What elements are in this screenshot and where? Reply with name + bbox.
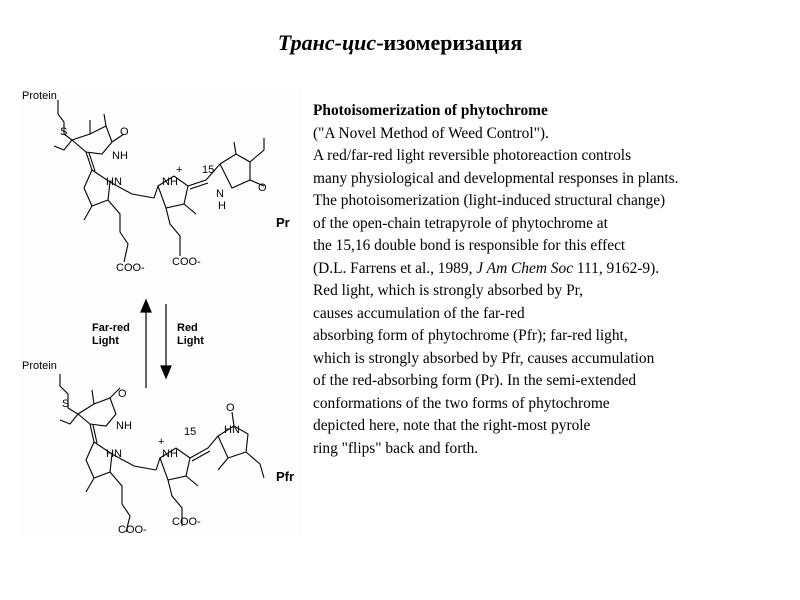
n-label-pr-d: N	[216, 188, 224, 200]
hn-label-pfr-d: HN	[224, 424, 240, 436]
text-line: of the open-chain tetrapyrole of phytochrome at	[313, 214, 608, 232]
text-line: of the red-absorbing form (Pr). In the semi-extended	[313, 372, 637, 389]
reaction-arrows	[141, 300, 171, 388]
o-label-pr-d: O	[258, 182, 267, 194]
plus-label-pr: +	[176, 164, 183, 176]
description-text	[313, 100, 783, 460]
o-label-pr-a: O	[120, 126, 129, 138]
nh-label-pfr-a: NH	[116, 420, 132, 432]
text-line: the 15,16 double bond is responsible for this effect	[313, 237, 626, 254]
citation-authors: (D.L. Farrens et al., 1989,	[313, 259, 477, 277]
o-label-pfr-d: O	[226, 402, 235, 414]
phytochrome-figure	[20, 86, 302, 538]
plus-label-pfr: +	[158, 436, 165, 448]
nh-label-pfr-c: NH	[162, 448, 178, 460]
text-line: depicted here, note that the right-most pyrole	[313, 417, 591, 434]
hn-label-pfr-b: HN	[106, 448, 122, 460]
text-line: The photoisomerization (light-induced structural change)	[313, 192, 666, 209]
red-light-label: Red Light	[177, 322, 204, 347]
text-line: Red light, which is strongly absorbed by Pr,	[313, 282, 583, 299]
hn-label-pr-b: HN	[106, 176, 122, 188]
protein-label-pr: Protein	[22, 90, 57, 102]
slide-title	[0, 30, 800, 56]
h-label-pr-d: H	[218, 200, 226, 212]
pfr-form-label: Pfr	[276, 469, 295, 484]
text-line: many physiological and developmental responses in plants.	[313, 169, 679, 187]
protein-label-pfr: Protein	[22, 360, 57, 372]
text-line: ring "flips" back and forth.	[313, 439, 479, 457]
citation-line	[313, 258, 783, 281]
coo-label-pfr-c: COO-	[172, 516, 201, 528]
s-label-pr: S	[60, 126, 68, 138]
o-label-pfr-a: O	[118, 388, 127, 400]
citation-volume: 111, 9162-9).	[573, 259, 660, 277]
pr-form-label: Pr	[276, 215, 290, 230]
text-line: which is strongly absorbed by Pfr, causes accumulation	[313, 349, 655, 367]
coo-label-pr-b: COO-	[116, 262, 145, 274]
text-line: ("A Novel Method of Weed Control").	[313, 124, 549, 142]
nh-label-pr-a: NH	[112, 150, 128, 162]
structure-drawing	[20, 86, 302, 538]
coo-label-pfr-b: COO-	[118, 524, 147, 536]
description-heading: Photoisomerization of phytochrome	[313, 102, 548, 119]
s-label-pfr: S	[62, 398, 70, 410]
slide-title-italic: Транс-цис	[277, 30, 377, 55]
position-label-pfr: 15	[184, 426, 197, 438]
pr-structure	[54, 100, 264, 262]
position-label-pr: 15	[202, 164, 215, 176]
text-line: causes accumulation of the far-red	[313, 304, 525, 322]
text-line: conformations of the two forms of phytochrome	[313, 394, 610, 412]
nh-label-pr-c: NH	[162, 176, 178, 188]
text-line: A red/far-red light reversible photoreaction controls	[313, 147, 632, 164]
slide-title-rest: -изомеризация	[376, 30, 523, 55]
far-red-light-label: Far-red Light	[92, 322, 130, 347]
citation-journal: J Am Chem Soc	[476, 259, 574, 277]
coo-label-pr-c: COO-	[172, 256, 201, 268]
text-line: absorbing form of phytochrome (Pfr); far-red light,	[313, 327, 628, 344]
